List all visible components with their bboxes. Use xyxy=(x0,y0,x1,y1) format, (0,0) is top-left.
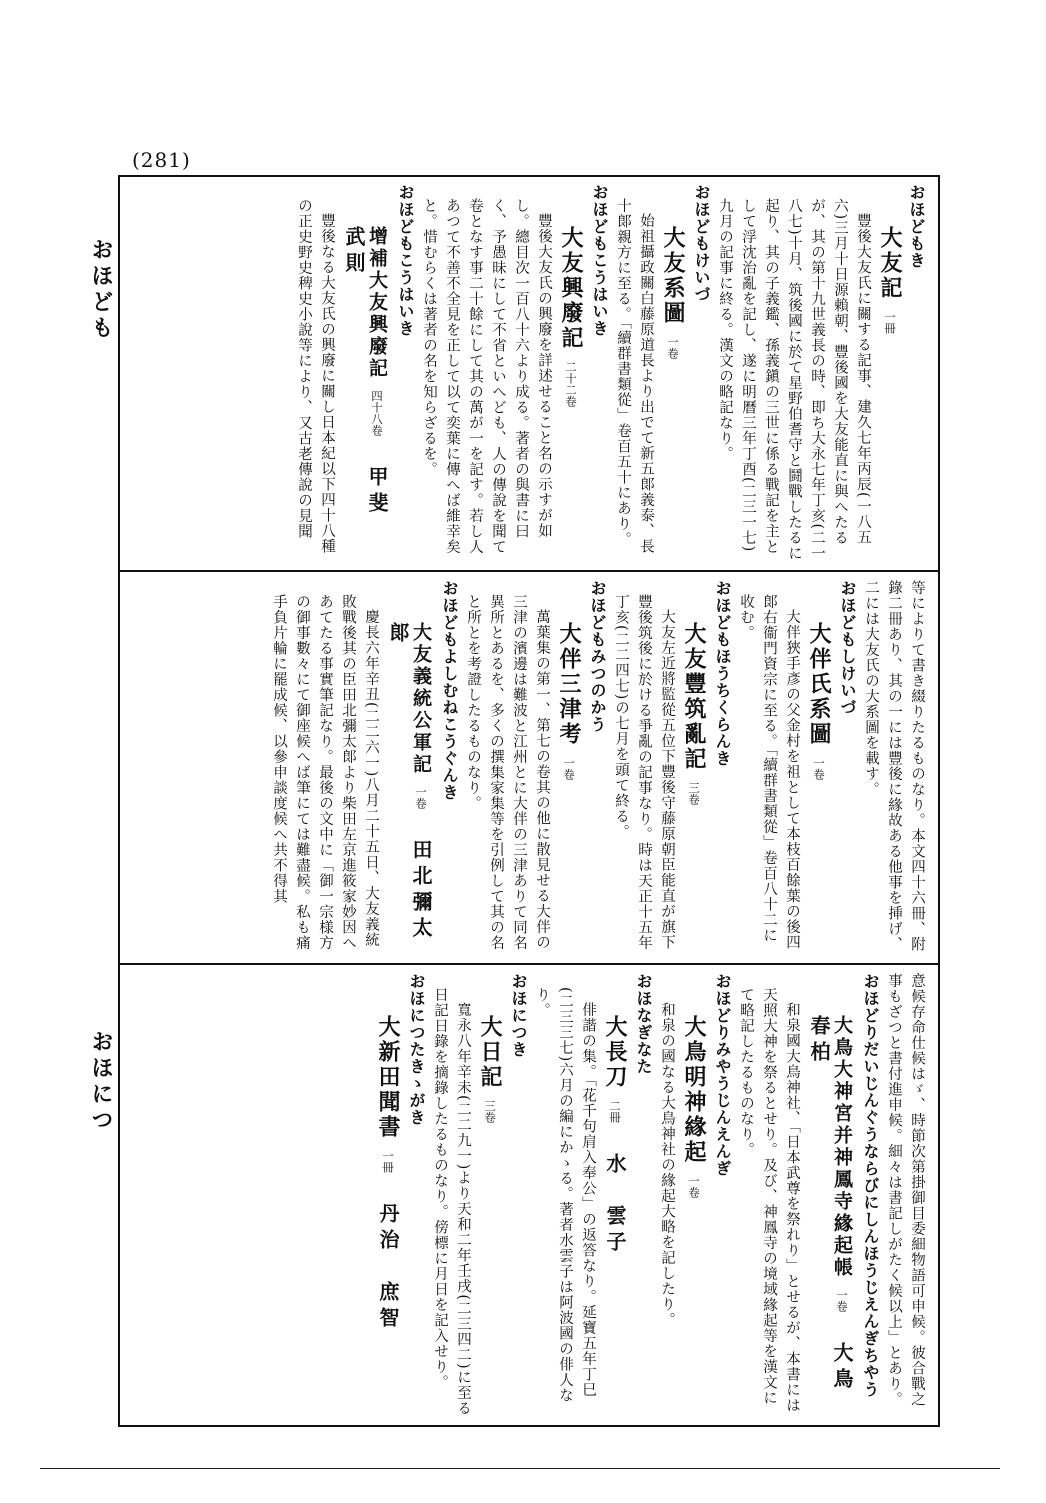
entry-keyword: おほにつき xyxy=(509,973,528,1058)
entry-keyword: おほどもき xyxy=(907,184,926,269)
entry-volume: 一卷 xyxy=(812,757,826,780)
entry-keyword: おほどもしけいづ xyxy=(838,580,857,716)
band-divider-2 xyxy=(118,963,940,965)
entry-title: 增補大友興廢記四十八卷甲斐 武則 xyxy=(342,226,389,544)
entry-keyword: おほどもこうはいき xyxy=(396,184,415,337)
entry-volume: 四十八卷 xyxy=(370,390,384,436)
entry-volume: 一卷 xyxy=(687,1175,701,1198)
entry-title: 大友記一冊 xyxy=(877,226,903,334)
entry-text: 和泉の國なる大鳥神社の緣起大略を記したり。 xyxy=(659,1001,675,1327)
entry-title: 大友豐筑亂記三卷 xyxy=(681,622,707,805)
entry-volume: 一卷 xyxy=(414,786,428,809)
entry-author: 丹治 庶智 xyxy=(376,1203,400,1333)
entry-text: 始祖攝政關白藤原道長より出でて新五郞義泰、長十郞親方に至る。「續群書類從」卷百五十にあり。 xyxy=(615,198,654,554)
entry-volume: 二十二卷 xyxy=(564,361,578,407)
entry-text: 豐後大友氏の興廢を詳述せること名の示すが如し。總目次一百八十六より成る。著者の與書に曰く、予愚昧にして不省といへども、人の傳說を聞て卷となす事二十餘にして其の萬が一を記す。若し人あつて不善不全見を正して以て奕葉に傳へば維幸矣と。惜むらくは著者の名を知らざるを。 xyxy=(421,198,552,555)
entry-keyword: おほどもほうちくらんき xyxy=(713,580,732,767)
entry-text: 慶長六年辛丑(二二六一)八月二十五日、大友義統敗戰後其の臣田北彌太郞より柴田左京進筱家妙因へあてたる事實筆記なり。最後の文中に「御一宗様方の御事數々にて御座候へば筆にては難盡候。私も痛手負片輪に罷成候、以參申談度候へ共不得其 xyxy=(271,594,379,951)
entry-title: 大伴三津考一卷 xyxy=(556,622,582,780)
entry-title: 大友義統公軍記一卷田北彌太郞 xyxy=(386,622,433,943)
entry-volume: 一卷 xyxy=(835,1289,849,1312)
entry-keyword: おほどりみやうじんえんぎ xyxy=(713,973,732,1177)
entry-author: 水 雲子 xyxy=(603,1153,627,1257)
entry-keyword: おほどもよしむねこうぐんき xyxy=(440,580,459,801)
entry-keyword: おほどもみつのかう xyxy=(588,580,607,733)
side-label-top: おほども xyxy=(88,238,114,342)
entry-volume: 一卷 xyxy=(562,757,576,780)
entry-volume: 三卷 xyxy=(687,782,701,805)
page-number: (281) xyxy=(132,148,191,172)
entry-title: 大伴氏系圖一卷 xyxy=(806,622,832,780)
entry-volume: 三卷 xyxy=(483,1100,497,1123)
band-middle xyxy=(128,580,928,954)
entry-keyword: おほどもこうはいき xyxy=(590,184,609,337)
entry-title: 大友興廢記二十二卷 xyxy=(558,226,584,407)
entry-title: 大友系圖一卷 xyxy=(660,226,686,359)
entry-text: 萬葉集の第一、第七の卷其の他に散見せる大伴の三津の濱邊は難波と江州とに大伴の三津ありて同名異所とあるを、多くの撰集家集等を引例して其の名と所とを考證したるものなり。 xyxy=(465,594,550,951)
entry-text: 大友左近將監從五位下豐後守藤原朝臣能直が旗下豐後筑後に於ける爭亂の記事なり。時は天正十五年丁亥(二二四七)の七月を頭て終る。 xyxy=(613,594,675,951)
entry-keyword: おほどりだいじんぐうならびにしんほうじえんぎちやう xyxy=(861,973,880,1398)
entry-volume: 一卷 xyxy=(666,336,680,359)
entry-author: 甲斐 武則 xyxy=(342,226,389,544)
entry-text: 豐後大友氏に關する記事、建久七年丙辰(一八五六)三月十日源賴朝、豐後國を大友能直に與へたるが、其の第十九世義長の時、即ち大永七年丁亥(二一八七)十月、筑後國に於て星野伯耆守と鬪戰したるに起り、其の子義鑑、孫義鎭の三世に係る戰記を主として浮沈治亂を記し、遂に明曆三年丁酉(二三一七)九月の記事に終る。漢文の略記なり。 xyxy=(717,198,871,562)
entry-title: 大鳥明神緣起一卷 xyxy=(681,1015,707,1198)
band-divider-1 xyxy=(118,570,940,572)
entry-keyword: おほにつたきゝがき xyxy=(407,973,426,1126)
entry-volume: 一冊 xyxy=(381,1150,395,1173)
entry-volume: 一冊 xyxy=(883,311,897,334)
entry-text: 豐後なる大友氏の興廢に關し日本紀以下四十八種の正史野史稗史小說等により、又古老傳說の見聞 xyxy=(296,198,335,554)
entry-keyword: おほなぎなた xyxy=(634,973,653,1075)
band-bottom xyxy=(128,973,928,1418)
entry-text: 寬永八年辛未(二二九一)より天和二年壬戌(二三四二)に至る日記日錄を摘錄したるものなり。傍標に月日を記入せり。 xyxy=(432,987,471,1416)
entry-title: 大長刀二冊水 雲子 xyxy=(602,1015,628,1257)
entry-volume: 二冊 xyxy=(608,1100,622,1123)
side-label-bottom: おほにつ xyxy=(88,1030,114,1134)
band-top xyxy=(128,184,928,562)
entry-title: 大日記三卷 xyxy=(477,1015,503,1123)
entry-text-continued: 等によりて書き綴りたるものなり。本文四十六冊、附錄二冊あり、其の一には豐後に緣故ある他事を挿げ、二には大友氏の大系圖を載す。 xyxy=(863,580,925,952)
entry-author: 田北彌太郞 xyxy=(386,622,433,943)
entry-text-continued: 意候存命仕候はゞ、時節次第掛御目委細物語可申候。彼合戰之事もざつと書付進申候。細々は書記しがたく候以上」とあり。 xyxy=(886,973,925,1407)
entry-keyword: おほどもけいづ xyxy=(692,184,711,303)
entry-author: 大鳥 春柏 xyxy=(807,1015,854,1420)
entry-text: 和泉國大鳥神社、「日本武尊を祭れり」とせるが、本書には天照大神を祭るとせり。及び、神鳳寺の境域緣起等を漢文にて略記したるものなり。 xyxy=(738,987,800,1413)
entry-text: 大伴狹手彥の父金村を祖として本枝百餘葉の後四郞右衞門資宗に至る。「續群書類從」卷百八十二に收む。 xyxy=(738,594,800,950)
entry-text: 俳諧の集。「花千句肩入奉公」の返答なり。延寶五年丁巳(二三三七)六月の編にかゝる。著者水雲子は阿波國の俳人なり。 xyxy=(534,987,596,1404)
footer-rule xyxy=(40,1468,1000,1469)
entry-title: 大鳥大神宮并神鳳寺緣起帳一卷大鳥 春柏 xyxy=(807,1015,854,1420)
entry-title: 大新田聞書一冊丹治 庶智 xyxy=(375,1015,401,1333)
